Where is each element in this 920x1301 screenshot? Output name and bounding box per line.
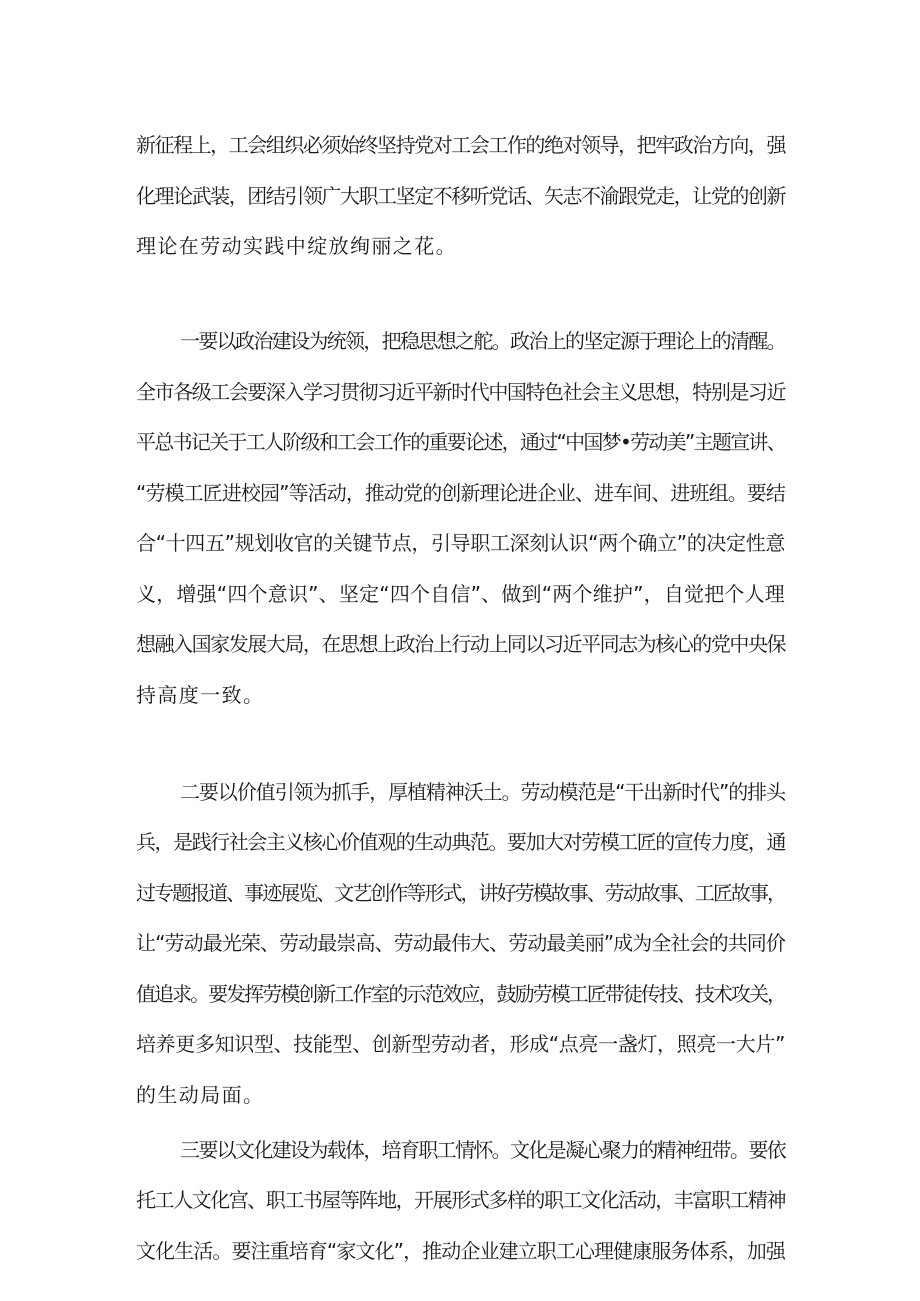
text-line: 值追求。要发挥劳模创新工作室的示范效应，鼓励劳模工匠带徒传技、技术攻关，: [136, 982, 785, 1006]
text-line: 想融入国家发展大局，在思想上政治上行动上同以习近平同志为核心的党中央保: [136, 632, 785, 656]
text-line: 过专题报道、事迹展览、文艺创作等形式，讲好劳模故事、劳动故事、工匠故事，: [136, 881, 785, 905]
text-line: 化理论武装，团结引领广大职工坚定不移听党话、矢志不渝跟党走，让党的创新: [136, 184, 785, 208]
text-line: 理论在劳动实践中绽放绚丽之花。: [136, 234, 457, 258]
text-line: 三要以文化建设为载体，培育职工情怀。文化是凝心聚力的精神纽带。要依: [180, 1138, 785, 1162]
text-line: 新征程上，工会组织必须始终坚持党对工会工作的绝对领导，把牢政治方向，强: [136, 133, 785, 157]
text-line: 一要以政治建设为统领，把稳思想之舵。政治上的坚定源于理论上的清醒。: [180, 329, 785, 353]
text-line: 全市各级工会要深入学习贯彻习近平新时代中国特色社会主义思想，特别是习近: [136, 380, 785, 404]
text-line: 让“劳动最光荣、劳动最崇高、劳动最伟大、劳动最美丽”成为全社会的共同价: [136, 931, 785, 955]
text-line: 持高度一致。: [136, 683, 265, 707]
text-line: 托工人文化宫、职工书屋等阵地，开展形式多样的职工文化活动，丰富职工精神: [136, 1188, 785, 1212]
text-line: 的生动局面。: [136, 1083, 265, 1107]
text-line: 平总书记关于工人阶级和工会工作的重要论述，通过“中国梦•劳动美”主题宣讲、: [136, 430, 785, 454]
text-line: “劳模工匠进校园”等活动，推动党的创新理论进企业、进车间、进班组。要结: [136, 481, 785, 505]
text-line: 二要以价值引领为抓手，厚植精神沃土。劳动模范是“干出新时代”的排头: [180, 780, 785, 804]
text-line: 义，增强“四个意识”、坚定“四个自信”、做到“两个维护”，自觉把个人理: [136, 582, 785, 606]
text-line: 文化生活。要注重培育“家文化”，推动企业建立职工心理健康服务体系，加强: [136, 1239, 785, 1263]
text-line: 合“十四五”规划收官的关键节点，引导职工深刻认识“两个确立”的决定性意: [136, 531, 785, 555]
text-line: 兵，是践行社会主义核心价值观的生动典范。要加大对劳模工匠的宣传力度，通: [136, 830, 785, 854]
text-line: 培养更多知识型、技能型、创新型劳动者，形成“点亮一盏灯，照亮一大片”: [136, 1032, 785, 1056]
